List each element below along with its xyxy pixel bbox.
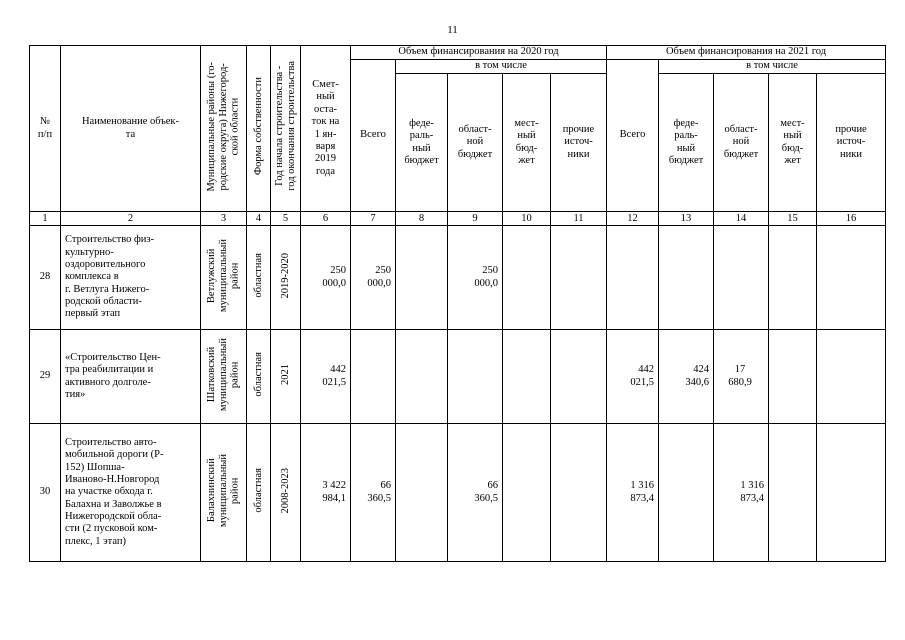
row-remainder: 3 422 984,1 [301, 424, 351, 562]
row-other-2021 [817, 226, 886, 330]
row-local-2020 [503, 330, 551, 424]
header-regional-2021: област- ной бюджет [714, 74, 769, 212]
header-including-2020: в том числе [396, 60, 607, 74]
header-regional-2020: област- ной бюджет [448, 74, 503, 212]
page-number: 11 [447, 24, 458, 36]
column-number: 16 [817, 212, 886, 226]
row-other-2020 [551, 330, 607, 424]
row-total-2021: 442 021,5 [607, 330, 659, 424]
header-years [271, 46, 301, 212]
header-num: № п/п [30, 46, 61, 212]
row-num: 29 [30, 330, 61, 424]
row-ownership [247, 330, 271, 424]
row-regional-2021: 1 316 873,4 [714, 424, 769, 562]
column-number-row [30, 212, 886, 226]
row-local-2021 [769, 226, 817, 330]
header-total-2021: Всего [607, 60, 659, 212]
row-regional-2021: 17 680,9 [714, 330, 769, 424]
row-ownership-text: областная [252, 253, 264, 298]
column-number: 5 [271, 212, 301, 226]
column-number: 13 [659, 212, 714, 226]
header-fin-2020: Объем финансирования на 2020 год [351, 46, 607, 60]
column-number: 1 [30, 212, 61, 226]
row-total-2020 [351, 330, 396, 424]
table-row [30, 330, 886, 424]
row-num: 28 [30, 226, 61, 330]
header-ownership [247, 46, 271, 212]
column-number: 10 [503, 212, 551, 226]
row-object-name: Строительство авто- мобильной дороги (Р- 152) Шопша- Иваново-Н.Новгород на участке обхода г. Балахна и Заволжье в Нижегородской обла- сти (2 пусковой ком- плекс, 1 этап) [61, 424, 201, 562]
row-federal-2020 [396, 226, 448, 330]
column-number: 11 [551, 212, 607, 226]
header-other-2021: прочие источ- ники [817, 74, 886, 212]
header-district [201, 46, 247, 212]
row-ownership-text: областная [252, 352, 264, 397]
header-district-text: Муниципальные районы (го- родские округа) Нижегород- ской области [205, 61, 241, 192]
header-local-2020: мест- ный бюд- жет [503, 74, 551, 212]
row-regional-2020: 250 000,0 [448, 226, 503, 330]
column-number: 8 [396, 212, 448, 226]
row-regional-2021 [714, 226, 769, 330]
row-years-text: 2021 [279, 363, 291, 385]
row-district [201, 330, 247, 424]
column-number: 14 [714, 212, 769, 226]
row-object-name: «Строительство Цен- тра реабилитации и активного долголе- тия» [61, 330, 201, 424]
row-remainder: 250 000,0 [301, 226, 351, 330]
header-other-2020: прочие источ- ники [551, 74, 607, 212]
column-number: 15 [769, 212, 817, 226]
row-other-2020 [551, 226, 607, 330]
header-local-2021: мест- ный бюд- жет [769, 74, 817, 212]
row-object-name: Строительство физ- культурно- оздоровительного комплекса в г. Ветлуга Нижего- родской области- первый этап [61, 226, 201, 330]
row-remainder: 442 021,5 [301, 330, 351, 424]
header-remainder: Смет- ный оста- ток на 1 ян- варя 2019 года [301, 46, 351, 212]
row-regional-2020 [448, 330, 503, 424]
row-years-text: 2019-2020 [279, 252, 291, 299]
column-number: 2 [61, 212, 201, 226]
row-district [201, 226, 247, 330]
row-num: 30 [30, 424, 61, 562]
row-federal-2021 [659, 226, 714, 330]
row-federal-2020 [396, 424, 448, 562]
row-years-text: 2008-2023 [279, 467, 291, 514]
row-district-text: Балахнинский муниципальный район [205, 453, 241, 527]
row-total-2020: 250 000,0 [351, 226, 396, 330]
table-row [30, 226, 886, 330]
row-other-2021 [817, 330, 886, 424]
header-federal-2020: феде- раль- ный бюджет [396, 74, 448, 212]
row-district-text: Ветлужский муниципальный район [205, 238, 241, 312]
row-total-2021 [607, 226, 659, 330]
row-ownership [247, 226, 271, 330]
row-ownership [247, 424, 271, 562]
table-row [30, 424, 886, 562]
column-number: 12 [607, 212, 659, 226]
row-other-2021 [817, 424, 886, 562]
row-years [271, 226, 301, 330]
header-years-text: Год начала строительства - год окончания строительства [273, 61, 297, 192]
column-number: 7 [351, 212, 396, 226]
column-number: 4 [247, 212, 271, 226]
row-local-2021 [769, 424, 817, 562]
header-including-2021: в том числе [659, 60, 886, 74]
row-local-2020 [503, 424, 551, 562]
financing-table [29, 45, 886, 562]
row-regional-2020: 66 360,5 [448, 424, 503, 562]
row-district [201, 424, 247, 562]
row-years [271, 330, 301, 424]
column-number: 6 [301, 212, 351, 226]
row-ownership-text: областная [252, 468, 264, 513]
header-federal-2021: феде- раль- ный бюджет [659, 74, 714, 212]
row-total-2021: 1 316 873,4 [607, 424, 659, 562]
row-other-2020 [551, 424, 607, 562]
header-ownership-text: Форма собственности [252, 77, 264, 176]
row-federal-2021: 424 340,6 [659, 330, 714, 424]
column-number: 3 [201, 212, 247, 226]
row-local-2020 [503, 226, 551, 330]
row-district-text: Шатковский муниципальный район [205, 337, 241, 411]
row-local-2021 [769, 330, 817, 424]
header-total-2020: Всего [351, 60, 396, 212]
column-number: 9 [448, 212, 503, 226]
row-years [271, 424, 301, 562]
header-fin-2021: Объем финансирования на 2021 год [607, 46, 886, 60]
row-federal-2021 [659, 424, 714, 562]
row-federal-2020 [396, 330, 448, 424]
header-name: Наименование объек- та [61, 46, 201, 212]
row-total-2020: 66 360,5 [351, 424, 396, 562]
